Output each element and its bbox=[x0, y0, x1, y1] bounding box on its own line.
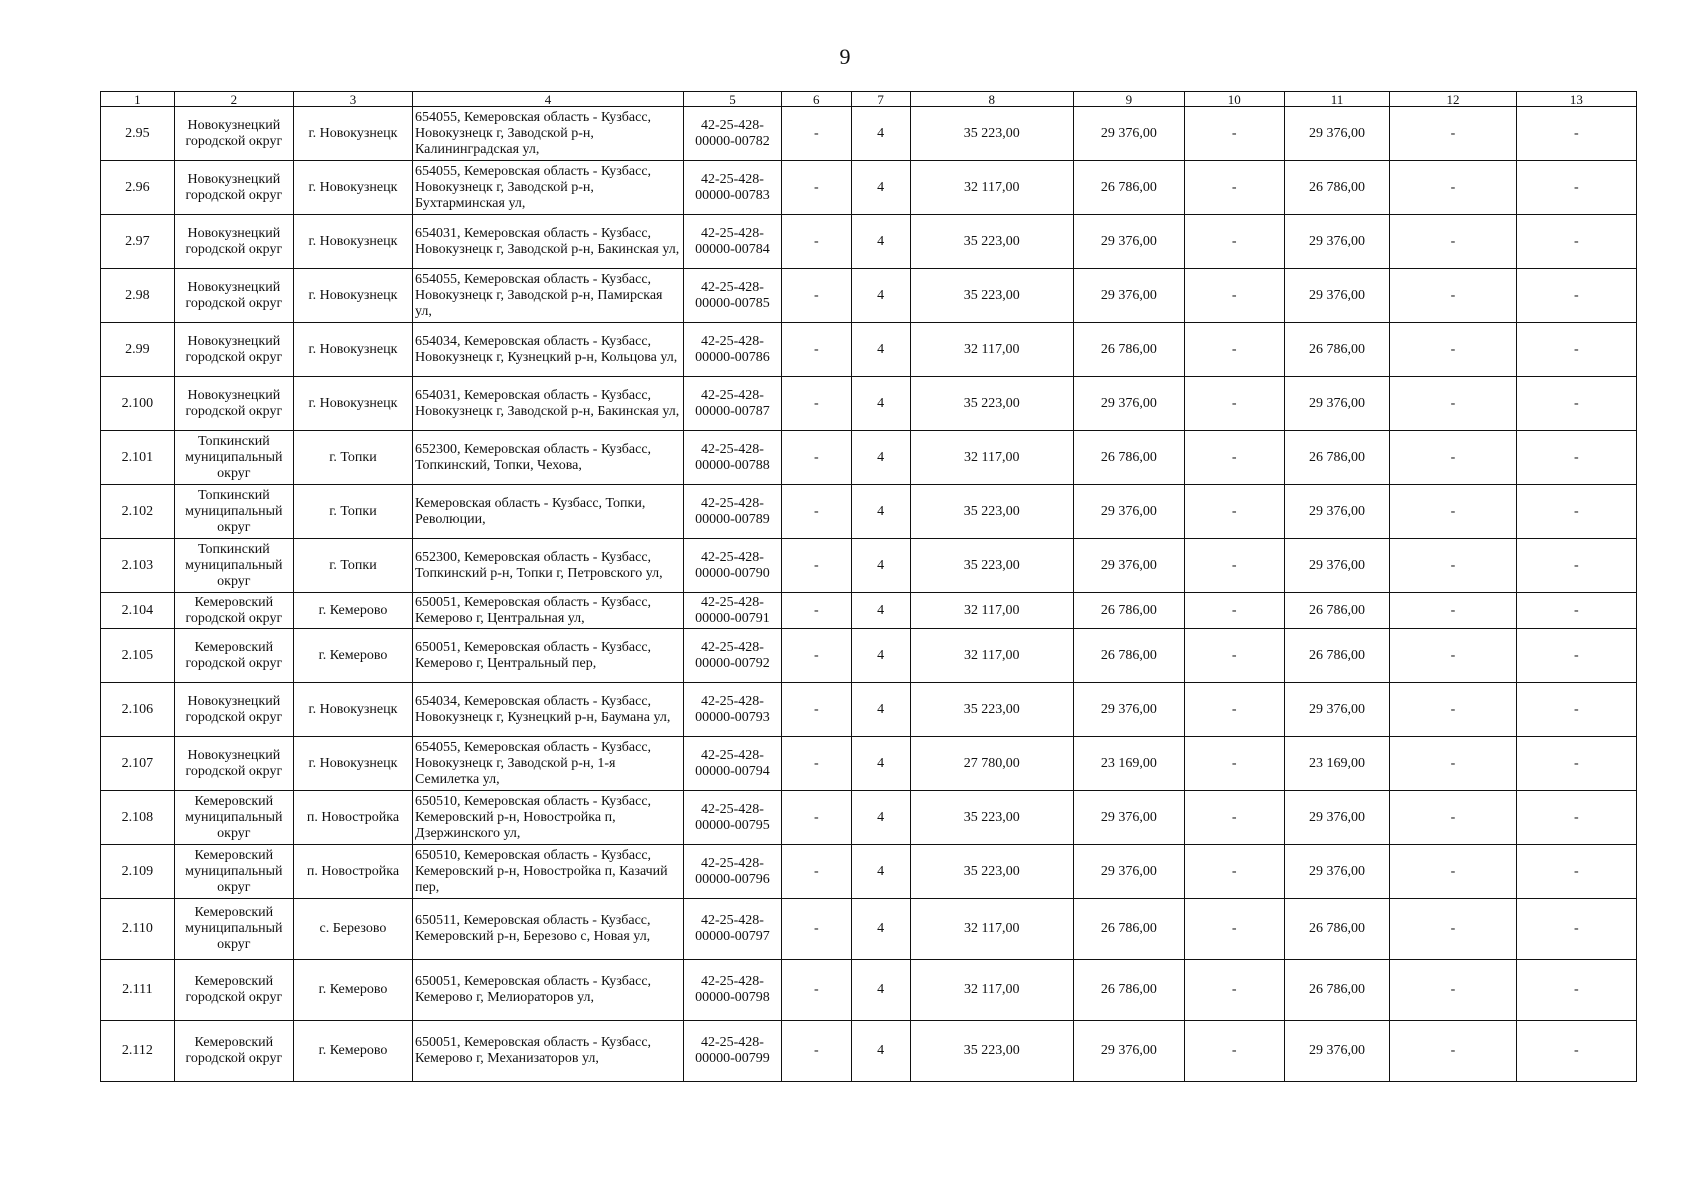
col10-cell: - bbox=[1184, 593, 1284, 629]
table-row bbox=[101, 791, 1637, 845]
col10-cell: - bbox=[1184, 960, 1284, 1021]
col9-cell: 23 169,00 bbox=[1073, 737, 1184, 791]
col9-cell: 29 376,00 bbox=[1073, 485, 1184, 539]
code-cell: 42-25-428-00000-00785 bbox=[683, 269, 781, 323]
table-row bbox=[101, 485, 1637, 539]
table-row bbox=[101, 161, 1637, 215]
col13-cell: - bbox=[1516, 269, 1636, 323]
col10-cell: - bbox=[1184, 323, 1284, 377]
address-cell: 650051, Кемеровская область - Кузбасс, Кемерово г, Мелиораторов ул, bbox=[413, 960, 684, 1021]
table-body bbox=[101, 107, 1637, 1082]
col6-cell: - bbox=[781, 161, 851, 215]
address-cell: 650510, Кемеровская область - Кузбасс, Кемеровский р-н, Новостройка п, Казачий пер, bbox=[413, 845, 684, 899]
col12-cell: - bbox=[1390, 431, 1517, 485]
address-cell: 650511, Кемеровская область - Кузбасс, Кемеровский р-н, Березово с, Новая ул, bbox=[413, 899, 684, 960]
col10-cell: - bbox=[1184, 899, 1284, 960]
col9-cell: 29 376,00 bbox=[1073, 845, 1184, 899]
district-cell: Топкинский муниципальный округ bbox=[174, 485, 293, 539]
col6-cell: - bbox=[781, 845, 851, 899]
locality-cell: г. Кемерово bbox=[293, 629, 412, 683]
locality-cell: г. Новокузнецк bbox=[293, 215, 412, 269]
district-cell: Новокузнецкий городской округ bbox=[174, 107, 293, 161]
code-cell: 42-25-428-00000-00791 bbox=[683, 593, 781, 629]
locality-cell: г. Топки bbox=[293, 431, 412, 485]
district-cell: Новокузнецкий городской округ bbox=[174, 683, 293, 737]
col11-cell: 26 786,00 bbox=[1284, 323, 1389, 377]
address-cell: 654031, Кемеровская область - Кузбасс, Новокузнецк г, Заводской р-н, Бакинская ул, bbox=[413, 215, 684, 269]
col6-cell: - bbox=[781, 899, 851, 960]
address-cell: 650510, Кемеровская область - Кузбасс, Кемеровский р-н, Новостройка п, Дзержинского ул, bbox=[413, 791, 684, 845]
col13-cell: - bbox=[1516, 899, 1636, 960]
address-cell: 654055, Кемеровская область - Кузбасс, Новокузнецк г, Заводской р-н, Калининградская ул, bbox=[413, 107, 684, 161]
col11-cell: 26 786,00 bbox=[1284, 960, 1389, 1021]
locality-cell: г. Новокузнецк bbox=[293, 323, 412, 377]
col9-cell: 26 786,00 bbox=[1073, 960, 1184, 1021]
col13-cell: - bbox=[1516, 107, 1636, 161]
row-number-cell: 2.97 bbox=[101, 215, 175, 269]
row-number-cell: 2.95 bbox=[101, 107, 175, 161]
col11-cell: 29 376,00 bbox=[1284, 107, 1389, 161]
col6-cell: - bbox=[781, 1021, 851, 1082]
col7-cell: 4 bbox=[851, 683, 910, 737]
col10-cell: - bbox=[1184, 269, 1284, 323]
col7-cell: 4 bbox=[851, 845, 910, 899]
col13-cell: - bbox=[1516, 539, 1636, 593]
col13-cell: - bbox=[1516, 1021, 1636, 1082]
row-number-cell: 2.108 bbox=[101, 791, 175, 845]
district-cell: Топкинский муниципальный округ bbox=[174, 539, 293, 593]
table-row bbox=[101, 960, 1637, 1021]
col10-cell: - bbox=[1184, 377, 1284, 431]
col13-cell: - bbox=[1516, 593, 1636, 629]
col9-cell: 29 376,00 bbox=[1073, 1021, 1184, 1082]
district-cell: Кемеровский муниципальный округ bbox=[174, 845, 293, 899]
district-cell: Новокузнецкий городской округ bbox=[174, 377, 293, 431]
row-number-cell: 2.110 bbox=[101, 899, 175, 960]
code-cell: 42-25-428-00000-00783 bbox=[683, 161, 781, 215]
col13-cell: - bbox=[1516, 215, 1636, 269]
col8-cell: 32 117,00 bbox=[910, 629, 1073, 683]
locality-cell: г. Новокузнецк bbox=[293, 377, 412, 431]
row-number-cell: 2.102 bbox=[101, 485, 175, 539]
locality-cell: г. Кемерово bbox=[293, 960, 412, 1021]
code-cell: 42-25-428-00000-00790 bbox=[683, 539, 781, 593]
address-cell: 654034, Кемеровская область - Кузбасс, Новокузнецк г, Кузнецкий р-н, Кольцова ул, bbox=[413, 323, 684, 377]
col6-cell: - bbox=[781, 539, 851, 593]
col11-cell: 26 786,00 bbox=[1284, 431, 1389, 485]
col7-cell: 4 bbox=[851, 593, 910, 629]
col9-cell: 29 376,00 bbox=[1073, 377, 1184, 431]
col8-cell: 35 223,00 bbox=[910, 791, 1073, 845]
column-number-1: 1 bbox=[101, 92, 175, 107]
district-cell: Новокузнецкий городской округ bbox=[174, 323, 293, 377]
row-number-cell: 2.96 bbox=[101, 161, 175, 215]
column-number-8: 8 bbox=[910, 92, 1073, 107]
col8-cell: 32 117,00 bbox=[910, 431, 1073, 485]
district-cell: Кемеровский городской округ bbox=[174, 593, 293, 629]
col11-cell: 29 376,00 bbox=[1284, 377, 1389, 431]
col6-cell: - bbox=[781, 431, 851, 485]
col11-cell: 26 786,00 bbox=[1284, 629, 1389, 683]
col12-cell: - bbox=[1390, 737, 1517, 791]
table-row bbox=[101, 593, 1637, 629]
locality-cell: г. Новокузнецк bbox=[293, 683, 412, 737]
col13-cell: - bbox=[1516, 791, 1636, 845]
col12-cell: - bbox=[1390, 323, 1517, 377]
locality-cell: г. Топки bbox=[293, 539, 412, 593]
col7-cell: 4 bbox=[851, 431, 910, 485]
col9-cell: 26 786,00 bbox=[1073, 899, 1184, 960]
col11-cell: 29 376,00 bbox=[1284, 539, 1389, 593]
col7-cell: 4 bbox=[851, 1021, 910, 1082]
district-cell: Кемеровский городской округ bbox=[174, 1021, 293, 1082]
col6-cell: - bbox=[781, 629, 851, 683]
col11-cell: 29 376,00 bbox=[1284, 683, 1389, 737]
table-row bbox=[101, 431, 1637, 485]
col12-cell: - bbox=[1390, 845, 1517, 899]
col6-cell: - bbox=[781, 593, 851, 629]
col12-cell: - bbox=[1390, 215, 1517, 269]
col8-cell: 32 117,00 bbox=[910, 593, 1073, 629]
col13-cell: - bbox=[1516, 737, 1636, 791]
code-cell: 42-25-428-00000-00789 bbox=[683, 485, 781, 539]
col10-cell: - bbox=[1184, 485, 1284, 539]
locality-cell: г. Новокузнецк bbox=[293, 737, 412, 791]
col9-cell: 26 786,00 bbox=[1073, 161, 1184, 215]
col9-cell: 29 376,00 bbox=[1073, 107, 1184, 161]
col8-cell: 27 780,00 bbox=[910, 737, 1073, 791]
col12-cell: - bbox=[1390, 161, 1517, 215]
col12-cell: - bbox=[1390, 593, 1517, 629]
col11-cell: 23 169,00 bbox=[1284, 737, 1389, 791]
col7-cell: 4 bbox=[851, 899, 910, 960]
column-number-6: 6 bbox=[781, 92, 851, 107]
col6-cell: - bbox=[781, 215, 851, 269]
table-row bbox=[101, 845, 1637, 899]
locality-cell: г. Новокузнецк bbox=[293, 107, 412, 161]
table-row bbox=[101, 683, 1637, 737]
col8-cell: 35 223,00 bbox=[910, 1021, 1073, 1082]
row-number-cell: 2.104 bbox=[101, 593, 175, 629]
col11-cell: 26 786,00 bbox=[1284, 899, 1389, 960]
col11-cell: 29 376,00 bbox=[1284, 485, 1389, 539]
col10-cell: - bbox=[1184, 629, 1284, 683]
col13-cell: - bbox=[1516, 377, 1636, 431]
district-cell: Новокузнецкий городской округ bbox=[174, 215, 293, 269]
table-row bbox=[101, 215, 1637, 269]
col7-cell: 4 bbox=[851, 485, 910, 539]
row-number-cell: 2.98 bbox=[101, 269, 175, 323]
col10-cell: - bbox=[1184, 845, 1284, 899]
col13-cell: - bbox=[1516, 845, 1636, 899]
col9-cell: 26 786,00 bbox=[1073, 593, 1184, 629]
col6-cell: - bbox=[781, 107, 851, 161]
col11-cell: 29 376,00 bbox=[1284, 215, 1389, 269]
col9-cell: 26 786,00 bbox=[1073, 431, 1184, 485]
col6-cell: - bbox=[781, 683, 851, 737]
col7-cell: 4 bbox=[851, 377, 910, 431]
col8-cell: 35 223,00 bbox=[910, 683, 1073, 737]
address-cell: 654031, Кемеровская область - Кузбасс, Новокузнецк г, Заводской р-н, Бакинская ул, bbox=[413, 377, 684, 431]
col12-cell: - bbox=[1390, 1021, 1517, 1082]
col9-cell: 29 376,00 bbox=[1073, 215, 1184, 269]
locality-cell: г. Кемерово bbox=[293, 593, 412, 629]
col8-cell: 35 223,00 bbox=[910, 215, 1073, 269]
row-number-cell: 2.99 bbox=[101, 323, 175, 377]
code-cell: 42-25-428-00000-00798 bbox=[683, 960, 781, 1021]
register-table bbox=[100, 91, 1637, 1082]
col7-cell: 4 bbox=[851, 161, 910, 215]
col10-cell: - bbox=[1184, 683, 1284, 737]
col11-cell: 29 376,00 bbox=[1284, 269, 1389, 323]
address-cell: 650051, Кемеровская область - Кузбасс, Кемерово г, Центральная ул, bbox=[413, 593, 684, 629]
address-cell: 652300, Кемеровская область - Кузбасс, Топкинский р-н, Топки г, Петровского ул, bbox=[413, 539, 684, 593]
locality-cell: с. Березово bbox=[293, 899, 412, 960]
code-cell: 42-25-428-00000-00797 bbox=[683, 899, 781, 960]
col13-cell: - bbox=[1516, 683, 1636, 737]
col10-cell: - bbox=[1184, 431, 1284, 485]
col11-cell: 29 376,00 bbox=[1284, 1021, 1389, 1082]
locality-cell: п. Новостройка bbox=[293, 845, 412, 899]
col13-cell: - bbox=[1516, 629, 1636, 683]
col13-cell: - bbox=[1516, 323, 1636, 377]
col9-cell: 29 376,00 bbox=[1073, 269, 1184, 323]
table-row bbox=[101, 629, 1637, 683]
col9-cell: 29 376,00 bbox=[1073, 683, 1184, 737]
table-row bbox=[101, 539, 1637, 593]
col7-cell: 4 bbox=[851, 629, 910, 683]
code-cell: 42-25-428-00000-00787 bbox=[683, 377, 781, 431]
district-cell: Топкинский муниципальный округ bbox=[174, 431, 293, 485]
col12-cell: - bbox=[1390, 107, 1517, 161]
address-cell: 654055, Кемеровская область - Кузбасс, Новокузнецк г, Заводской р-н, 1-я Семилетка ул, bbox=[413, 737, 684, 791]
col12-cell: - bbox=[1390, 377, 1517, 431]
col7-cell: 4 bbox=[851, 107, 910, 161]
col7-cell: 4 bbox=[851, 791, 910, 845]
column-number-13: 13 bbox=[1516, 92, 1636, 107]
row-number-cell: 2.101 bbox=[101, 431, 175, 485]
address-cell: 652300, Кемеровская область - Кузбасс, Топкинский, Топки, Чехова, bbox=[413, 431, 684, 485]
col8-cell: 32 117,00 bbox=[910, 161, 1073, 215]
col11-cell: 26 786,00 bbox=[1284, 161, 1389, 215]
col12-cell: - bbox=[1390, 791, 1517, 845]
col8-cell: 35 223,00 bbox=[910, 845, 1073, 899]
district-cell: Новокузнецкий городской округ bbox=[174, 161, 293, 215]
col6-cell: - bbox=[781, 323, 851, 377]
col13-cell: - bbox=[1516, 485, 1636, 539]
row-number-cell: 2.106 bbox=[101, 683, 175, 737]
col7-cell: 4 bbox=[851, 737, 910, 791]
col10-cell: - bbox=[1184, 107, 1284, 161]
row-number-cell: 2.100 bbox=[101, 377, 175, 431]
row-number-cell: 2.107 bbox=[101, 737, 175, 791]
col8-cell: 35 223,00 bbox=[910, 107, 1073, 161]
district-cell: Новокузнецкий городской округ bbox=[174, 737, 293, 791]
col7-cell: 4 bbox=[851, 269, 910, 323]
col6-cell: - bbox=[781, 791, 851, 845]
table-row bbox=[101, 1021, 1637, 1082]
code-cell: 42-25-428-00000-00793 bbox=[683, 683, 781, 737]
col6-cell: - bbox=[781, 485, 851, 539]
col12-cell: - bbox=[1390, 629, 1517, 683]
col10-cell: - bbox=[1184, 539, 1284, 593]
col8-cell: 35 223,00 bbox=[910, 269, 1073, 323]
locality-cell: г. Новокузнецк bbox=[293, 269, 412, 323]
code-cell: 42-25-428-00000-00795 bbox=[683, 791, 781, 845]
col6-cell: - bbox=[781, 960, 851, 1021]
code-cell: 42-25-428-00000-00782 bbox=[683, 107, 781, 161]
col12-cell: - bbox=[1390, 269, 1517, 323]
column-number-3: 3 bbox=[293, 92, 412, 107]
address-cell: 650051, Кемеровская область - Кузбасс, Кемерово г, Механизаторов ул, bbox=[413, 1021, 684, 1082]
col7-cell: 4 bbox=[851, 215, 910, 269]
col11-cell: 29 376,00 bbox=[1284, 791, 1389, 845]
column-number-2: 2 bbox=[174, 92, 293, 107]
code-cell: 42-25-428-00000-00792 bbox=[683, 629, 781, 683]
col12-cell: - bbox=[1390, 539, 1517, 593]
code-cell: 42-25-428-00000-00786 bbox=[683, 323, 781, 377]
col10-cell: - bbox=[1184, 1021, 1284, 1082]
district-cell: Новокузнецкий городской округ bbox=[174, 269, 293, 323]
col10-cell: - bbox=[1184, 791, 1284, 845]
code-cell: 42-25-428-00000-00794 bbox=[683, 737, 781, 791]
locality-cell: г. Кемерово bbox=[293, 1021, 412, 1082]
col10-cell: - bbox=[1184, 215, 1284, 269]
locality-cell: п. Новостройка bbox=[293, 791, 412, 845]
table-row bbox=[101, 899, 1637, 960]
column-number-5: 5 bbox=[683, 92, 781, 107]
table-row bbox=[101, 737, 1637, 791]
col8-cell: 35 223,00 bbox=[910, 539, 1073, 593]
col8-cell: 32 117,00 bbox=[910, 323, 1073, 377]
column-number-12: 12 bbox=[1390, 92, 1517, 107]
district-cell: Кемеровский городской округ bbox=[174, 629, 293, 683]
col12-cell: - bbox=[1390, 683, 1517, 737]
col9-cell: 26 786,00 bbox=[1073, 629, 1184, 683]
col12-cell: - bbox=[1390, 899, 1517, 960]
col7-cell: 4 bbox=[851, 539, 910, 593]
address-cell: 654055, Кемеровская область - Кузбасс, Новокузнецк г, Заводской р-н, Бухтарминская ул, bbox=[413, 161, 684, 215]
code-cell: 42-25-428-00000-00796 bbox=[683, 845, 781, 899]
col6-cell: - bbox=[781, 377, 851, 431]
col13-cell: - bbox=[1516, 431, 1636, 485]
col8-cell: 32 117,00 bbox=[910, 960, 1073, 1021]
code-cell: 42-25-428-00000-00784 bbox=[683, 215, 781, 269]
col8-cell: 35 223,00 bbox=[910, 485, 1073, 539]
address-cell: 650051, Кемеровская область - Кузбасс, Кемерово г, Центральный пер, bbox=[413, 629, 684, 683]
column-number-7: 7 bbox=[851, 92, 910, 107]
col9-cell: 29 376,00 bbox=[1073, 539, 1184, 593]
row-number-cell: 2.105 bbox=[101, 629, 175, 683]
district-cell: Кемеровский муниципальный округ bbox=[174, 899, 293, 960]
row-number-cell: 2.111 bbox=[101, 960, 175, 1021]
locality-cell: г. Новокузнецк bbox=[293, 161, 412, 215]
col6-cell: - bbox=[781, 737, 851, 791]
row-number-cell: 2.112 bbox=[101, 1021, 175, 1082]
col12-cell: - bbox=[1390, 485, 1517, 539]
column-number-11: 11 bbox=[1284, 92, 1389, 107]
table-row bbox=[101, 377, 1637, 431]
column-number-4: 4 bbox=[413, 92, 684, 107]
col13-cell: - bbox=[1516, 960, 1636, 1021]
column-number-10: 10 bbox=[1184, 92, 1284, 107]
col9-cell: 26 786,00 bbox=[1073, 323, 1184, 377]
col11-cell: 29 376,00 bbox=[1284, 845, 1389, 899]
address-cell: Кемеровская область - Кузбасс, Топки, Революции, bbox=[413, 485, 684, 539]
col11-cell: 26 786,00 bbox=[1284, 593, 1389, 629]
column-number-row bbox=[101, 92, 1637, 107]
page-number: 9 bbox=[839, 44, 851, 69]
col9-cell: 29 376,00 bbox=[1073, 791, 1184, 845]
col6-cell: - bbox=[781, 269, 851, 323]
col7-cell: 4 bbox=[851, 323, 910, 377]
code-cell: 42-25-428-00000-00799 bbox=[683, 1021, 781, 1082]
column-number-9: 9 bbox=[1073, 92, 1184, 107]
row-number-cell: 2.109 bbox=[101, 845, 175, 899]
address-cell: 654034, Кемеровская область - Кузбасс, Новокузнецк г, Кузнецкий р-н, Баумана ул, bbox=[413, 683, 684, 737]
table-row bbox=[101, 323, 1637, 377]
col7-cell: 4 bbox=[851, 960, 910, 1021]
table-row bbox=[101, 269, 1637, 323]
district-cell: Кемеровский городской округ bbox=[174, 960, 293, 1021]
table-row bbox=[101, 107, 1637, 161]
district-cell: Кемеровский муниципальный округ bbox=[174, 791, 293, 845]
row-number-cell: 2.103 bbox=[101, 539, 175, 593]
col10-cell: - bbox=[1184, 737, 1284, 791]
address-cell: 654055, Кемеровская область - Кузбасс, Новокузнецк г, Заводской р-н, Памирская ул, bbox=[413, 269, 684, 323]
col8-cell: 35 223,00 bbox=[910, 377, 1073, 431]
col12-cell: - bbox=[1390, 960, 1517, 1021]
col10-cell: - bbox=[1184, 161, 1284, 215]
locality-cell: г. Топки bbox=[293, 485, 412, 539]
col13-cell: - bbox=[1516, 161, 1636, 215]
col8-cell: 32 117,00 bbox=[910, 899, 1073, 960]
code-cell: 42-25-428-00000-00788 bbox=[683, 431, 781, 485]
